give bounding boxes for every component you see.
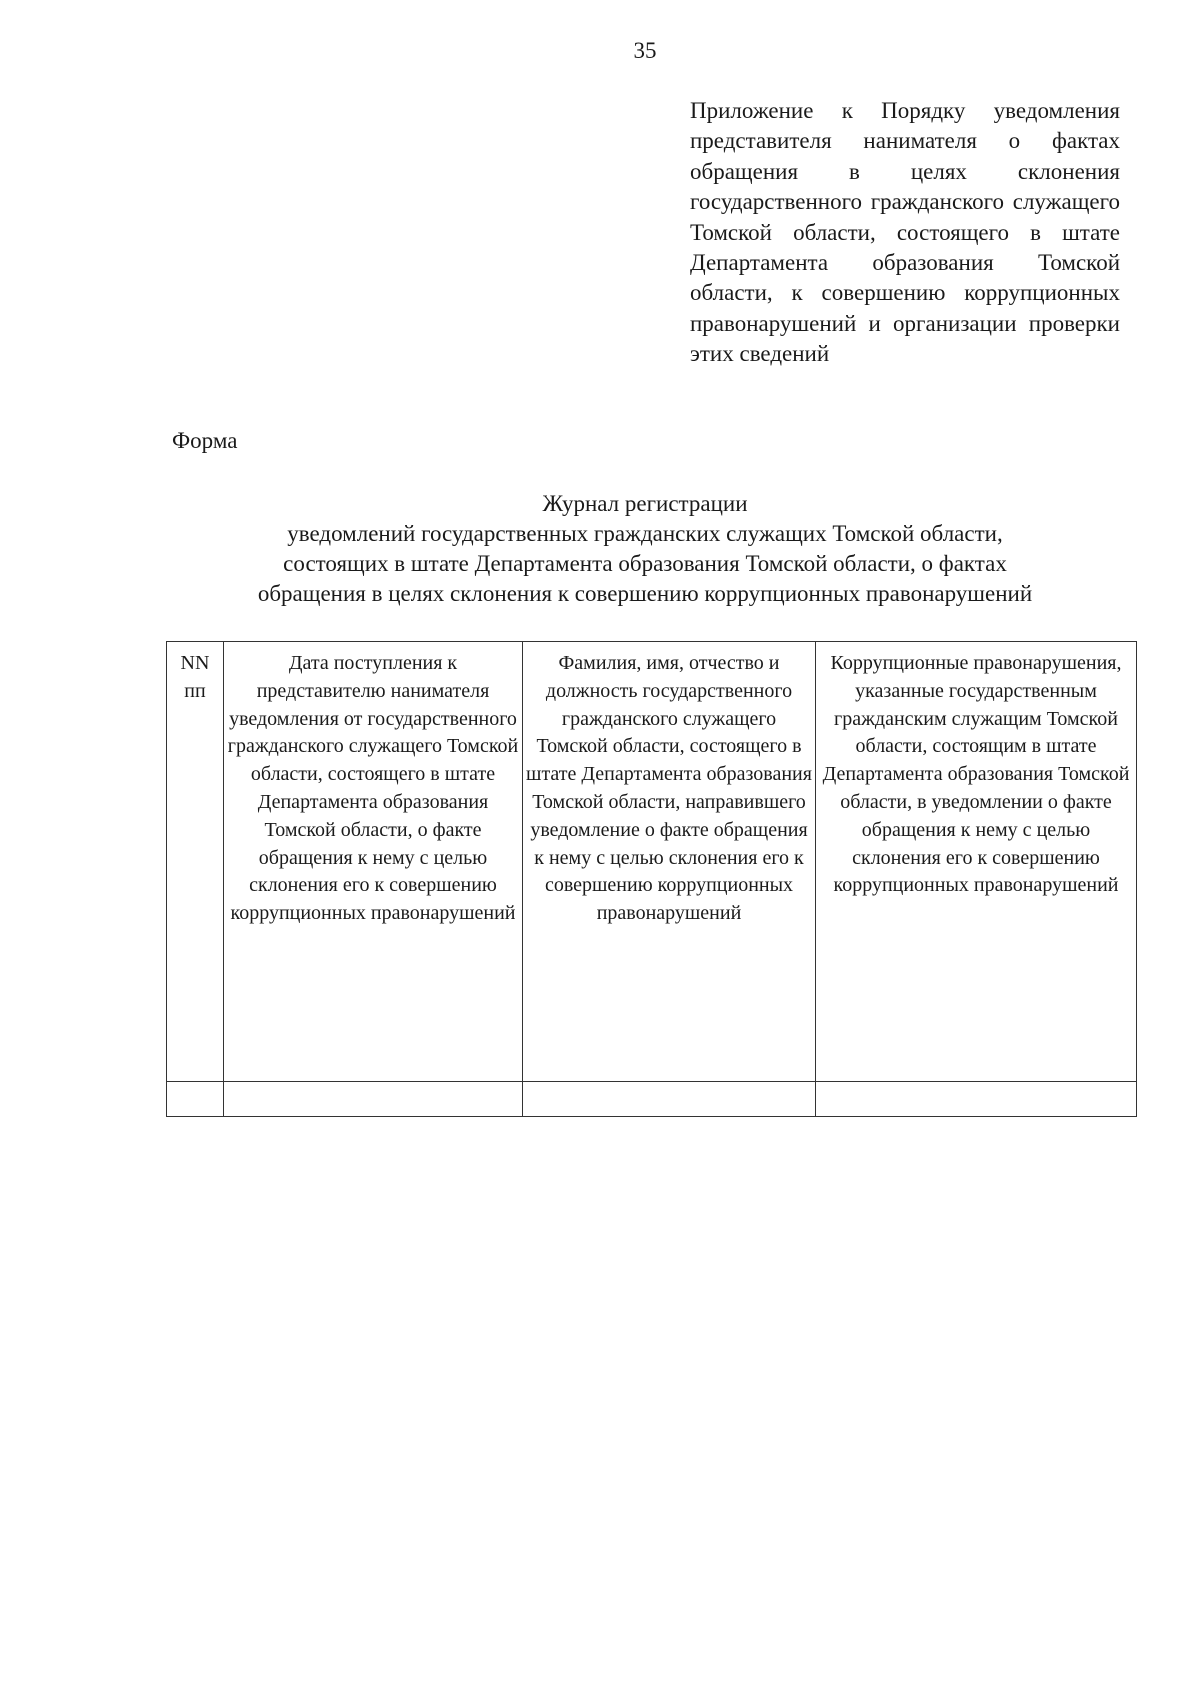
appendix-note: Приложение к Порядку уведомления представителя нанимателя о фактах обращения в целях склонения государственного гражданского служащего Томской области, состоящего в штате Департамента образования Томской области, к совершению коррупционных правонарушений и организации проверки этих сведений bbox=[690, 98, 1120, 367]
column-header-offenses: Коррупционные правонарушения, указанные государственным гражданским служащим Томской области, состоящим в штате Департамента образования Томской области, в уведомлении о факте обращения к нему с целью склонения его к совершению коррупционных правонарушений bbox=[816, 642, 1137, 1082]
journal-title-line: уведомлений государственных гражданских служащих Томской области, bbox=[287, 521, 1003, 546]
journal-title-line: обращения в целях склонения к совершению коррупционных правонарушений bbox=[257, 581, 1033, 606]
journal-title-line: Журнал регистрации bbox=[542, 491, 748, 516]
column-header-number: NN пп bbox=[167, 642, 224, 1082]
journal-title bbox=[150, 489, 1140, 609]
table-cell bbox=[224, 1082, 523, 1117]
column-header-employee-name: Фамилия, имя, отчество и должность государственного гражданского служащего Томской области, состоящего в штате Департамента образования Томской области, направившего уведомление о факте обращения к нему с целью склонения его к совершению коррупционных правонарушений bbox=[523, 642, 816, 1082]
page-number: 35 bbox=[633, 38, 657, 63]
journal-title-line: состоящих в штате Департамента образования Томской области, о фактах bbox=[283, 551, 1007, 576]
column-header-receipt-date: Дата поступления к представителю нанимателя уведомления от государственного гражданского служащего Томской области, состоящего в штате Департамента образования Томской области, о факте обращения к нему с целью склонения его к совершению коррупционных правонарушений bbox=[224, 642, 523, 1082]
table-cell bbox=[167, 1082, 224, 1117]
table-row bbox=[167, 1082, 1137, 1117]
table-header-row bbox=[167, 642, 1137, 1082]
table-cell bbox=[816, 1082, 1137, 1117]
table-cell bbox=[523, 1082, 816, 1117]
form-label: Форма bbox=[172, 428, 238, 453]
registration-journal-table bbox=[166, 641, 1137, 1117]
